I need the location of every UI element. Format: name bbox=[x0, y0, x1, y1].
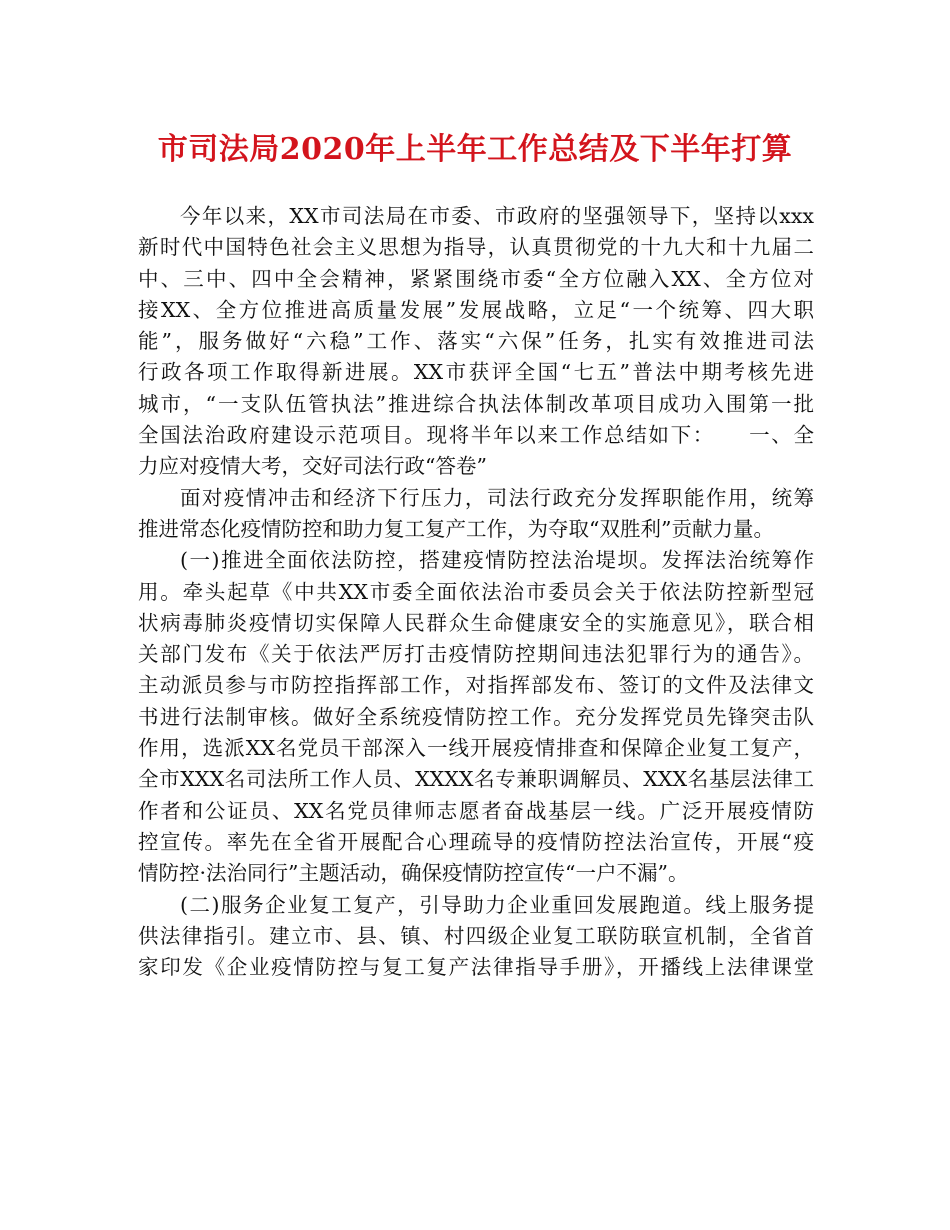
body-paragraph bbox=[138, 201, 814, 483]
text-line: 状病毒肺炎疫情切实保障人民群众生命健康安全的实施意见》，联合相 bbox=[138, 610, 814, 635]
text-line: 新时代中国特色社会主义思想为指导，认真贯彻党的十九大和十九届二 bbox=[138, 235, 814, 260]
text-line: 全市XXX名司法所工作人员、XXXX名专兼职调解员、XXX名基层法律工 bbox=[138, 767, 814, 792]
text-line: 用。牵头起草《中共XX市委全面依法治市委员会关于依法防控新型冠 bbox=[138, 579, 814, 604]
text-line: 作用，选派XX名党员干部深入一线开展疫情排查和保障企业复工复产， bbox=[138, 736, 814, 761]
text-line: 城市，“一支队伍管执法”推进综合执法体制改革项目成功入围第一批 bbox=[138, 391, 814, 416]
text-line: 控宣传。率先在全省开展配合心理疏导的疫情防控法治宣传，开展“疫 bbox=[138, 829, 814, 854]
text-line: 面对疫情冲击和经济下行压力，司法行政充分发挥职能作用，统筹 bbox=[180, 485, 814, 510]
text-line: 中、三中、四中全会精神，紧紧围绕市委“全方位融入XX、全方位对 bbox=[138, 266, 814, 291]
text-line: 情防控·法治同行”主题活动，确保疫情防控宣传“一户不漏”。 bbox=[138, 861, 689, 886]
text-line: 今年以来，XX市司法局在市委、市政府的坚强领导下，坚持以xxx bbox=[180, 204, 814, 228]
body-paragraph bbox=[138, 545, 814, 889]
text-line: 行政各项工作取得新进展。XX市获评全国“七五”普法中期考核先进 bbox=[138, 360, 814, 385]
text-line: 书进行法制审核。做好全系统疫情防控工作。充分发挥党员先锋突击队 bbox=[138, 704, 814, 729]
text-line: 推进常态化疫情防控和助力复工复产工作，为夺取“双胜利”贡献力量。 bbox=[138, 516, 774, 541]
document-body bbox=[138, 201, 814, 983]
body-paragraph bbox=[138, 483, 814, 546]
body-paragraph bbox=[138, 890, 814, 984]
text-line: 力应对疫情大考，交好司法行政“答卷” bbox=[138, 454, 487, 479]
text-line: 主动派员参与市防控指挥部工作，对指挥部发布、签订的文件及法律文 bbox=[138, 673, 814, 698]
text-line: (一)推进全面依法防控，搭建疫情防控法治堤坝。发挥法治统筹作 bbox=[180, 548, 814, 573]
text-line: 全国法治政府建设示范项目。现将半年以来工作总结如下： 一、全 bbox=[138, 423, 814, 448]
text-line: 关部门发布《关于依法严厉打击疫情防控期间违法犯罪行为的通告》。 bbox=[138, 642, 814, 667]
document-title: 市司法局2020年上半年工作总结及下半年打算 bbox=[157, 132, 793, 167]
text-line: (二)服务企业复工复产，引导助力企业重回发展跑道。线上服务提 bbox=[180, 892, 814, 917]
text-line: 作者和公证员、XX名党员律师志愿者奋战基层一线。广泛开展疫情防 bbox=[138, 798, 814, 823]
text-line: 接XX、全方位推进高质量发展”发展战略，立足“一个统筹、四大职 bbox=[138, 297, 814, 322]
text-line: 能”，服务做好“六稳”工作、落实“六保”任务，扎实有效推进司法 bbox=[138, 329, 814, 354]
text-line: 供法律指引。建立市、县、镇、村四级企业复工联防联宣机制，全省首 bbox=[138, 923, 814, 948]
text-line: 家印发《企业疫情防控与复工复产法律指导手册》，开播线上法律课堂 bbox=[138, 955, 814, 980]
